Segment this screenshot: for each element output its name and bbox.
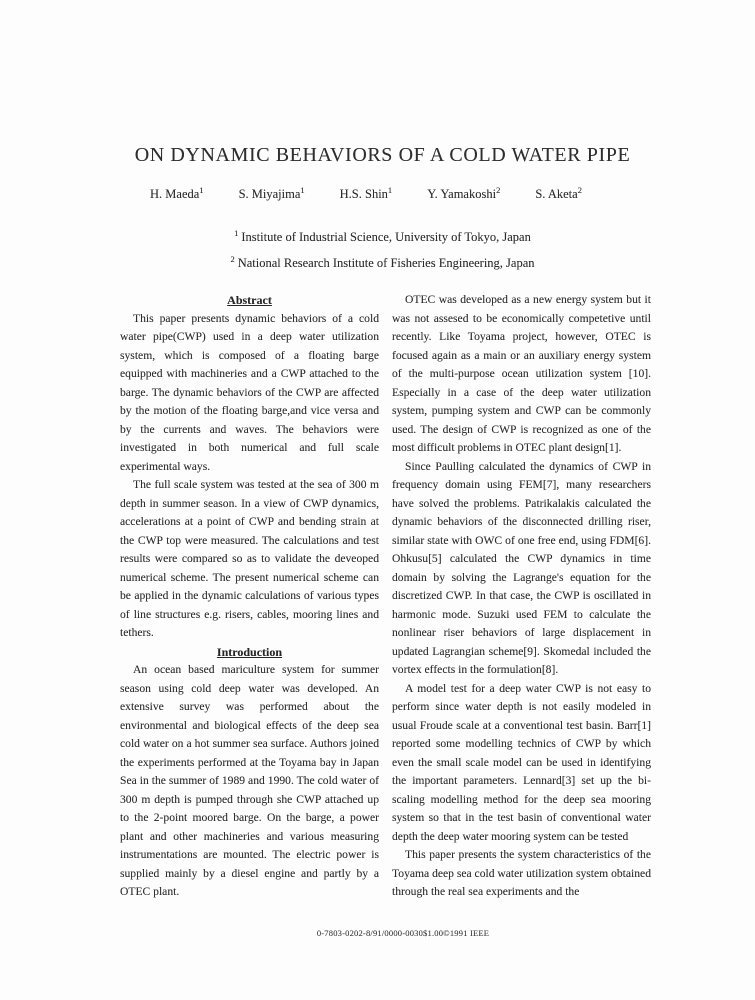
body-paragraph: Since Paulling calculated the dynamics of CWP in frequency domain using FEM[7], many researchers have solved the problems. Patrikalakis calculated the dynamic behaviors of the disconnected drilling riser, similar state with OWC of one free end, using FDM[6]. Ohkusu[5] calculated the CWP dynamics in time domain by solving the Lagrange's equation for the discretized CWP. In that case, the CWP is oscillated in harmonic mode. Suzuki used FEM to calculate the nonlinear riser behaviors of large displacement in updated Lagrangian scheme[9]. Skomedal included the vortex effects in the formulation[8].: [392, 459, 651, 676]
right-column: [392, 291, 651, 902]
affiliation: [10, 250, 755, 276]
body-paragraph: A model test for a deep water CWP is not easy to perform since water depth is not easily modeled in usual Froude scale at a conventional test basin. Barr[1] reported some modelling technics of CWP by which even the small scale model can be used in identifying the important parameters. Lennard[3] set up the bi-scaling modelling method for the deep sea mooring system so that in the test basin of conventional water depth the deep water mooring system can be tested: [392, 681, 651, 843]
author-list: [150, 184, 582, 202]
author-name: H. Maeda: [150, 187, 200, 201]
introduction-paragraph: An ocean based mariculture system for summer season using cold deep water was developed. An extensive survey was performed about the environmental and biological effects of the deep sea cold water on a hot summer sea surface. Authors joined the experiments performed at the Toyama bay in Japan Sea in the summer of 1989 and 1990. The cold water of 300 m depth is pumped through she CWP attached up to the 2-point moored barge. On the barge, a power plant and other machineries and various measuring instrumentations are mounted. The electric power is supplied mainly by a diesel engine and partly by a OTEC plant.: [120, 663, 379, 898]
author: [238, 184, 305, 202]
author-affil-ref: 2: [577, 184, 582, 195]
abstract-heading: Abstract: [227, 293, 272, 307]
author-name: S. Aketa: [535, 187, 578, 201]
affiliation-ref: 2: [230, 253, 235, 264]
copyright-line: 0-7803-0202-8/91/0000-0030$1.00©1991 IEEE: [316, 928, 490, 938]
body-paragraph: OTEC was developed as a new energy system but it was not assesed to be economically competetive until recently. Like Toyama project, however, OTEC is focused again as a main or an auxiliary energy system of the multi-purpose ocean utilization system [10]. Especially in a case of the deep water utilization system, pumping system and CWP can be commonly used. The design of CWP is recognized as one of the most difficult problems in OTEC plant design[1].: [392, 293, 651, 454]
affiliation-ref: 1: [234, 227, 239, 238]
author: [535, 184, 582, 202]
introduction-heading: Introduction: [216, 644, 283, 659]
left-column: [120, 291, 379, 902]
body-paragraph: This paper presents the system characteristics of the Toyama deep sea cold water utilization system obtained through the real sea experiments and the: [392, 848, 651, 898]
affiliation-text: National Research Institute of Fisheries Engineering, Japan: [237, 256, 535, 270]
author: [427, 184, 501, 202]
author-name: Y. Yamakoshi: [427, 187, 497, 201]
author-affil-ref: 2: [496, 184, 501, 195]
author: [150, 184, 204, 202]
author: [339, 184, 393, 202]
author-affil-ref: 1: [387, 184, 393, 195]
abstract-paragraph: This paper presents dynamic behaviors of a cold water pipe(CWP) used in a deep water utilization system, which is composed of a floating barge equipped with machineries and a CWP attached to the barge. The dynamic behaviors of the CWP are affected by the motion of the floating barge,and vice versa and by the currents and waves. The behaviors were investigated in both numerical and full scale experimental ways.: [120, 311, 379, 473]
affiliation-list: [10, 224, 755, 276]
affiliation: [10, 224, 755, 250]
author-name: H.S. Shin: [339, 187, 388, 201]
author-affil-ref: 1: [300, 184, 305, 195]
author-affil-ref: 1: [199, 184, 204, 195]
author-name: S. Miyajima: [238, 187, 301, 201]
paper-title: ON DYNAMIC BEHAVIORS OF A COLD WATER PIPE: [134, 144, 631, 166]
abstract-paragraph: The full scale system was tested at the sea of 300 m depth in summer season. In a view of CWP dynamics, accelerations at a point of CWP and bending strain at the CWP top were measured. The calculations and test results were compared so as to validate the deveoped numerical scheme. The present numerical scheme can be applied in the dynamic calculations of various types of line structures e.g. risers, cables, mooring lines and tethers.: [120, 478, 379, 639]
affiliation-text: Institute of Industrial Science, University of Tokyo, Japan: [241, 230, 531, 244]
